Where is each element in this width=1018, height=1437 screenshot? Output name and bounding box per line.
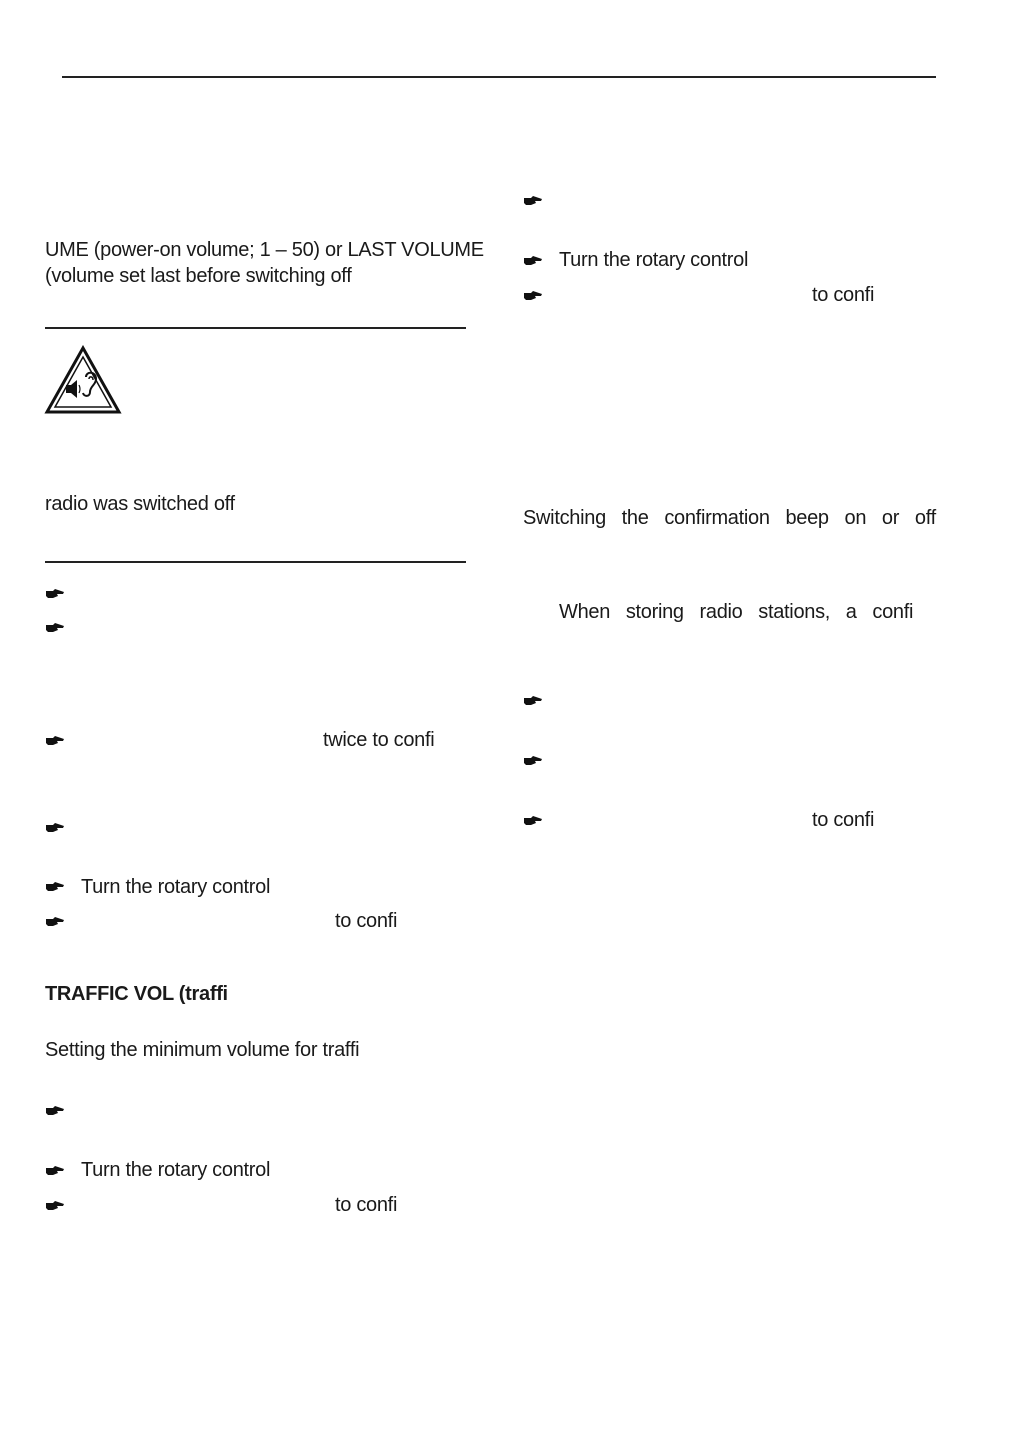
pointing-hand-icon bbox=[523, 255, 543, 267]
traffic-text: Setting the minimum volume for traffi bbox=[45, 1039, 360, 1061]
pointing-hand-icon bbox=[523, 695, 543, 707]
beep-heading: Switching the confirmation beep on or off bbox=[523, 507, 936, 529]
pointing-hand-icon bbox=[45, 735, 65, 747]
step-to-confirm: to confi bbox=[335, 1194, 398, 1216]
step-turn-rotary: Turn the rotary control bbox=[81, 876, 271, 898]
hearing-warning-icon bbox=[44, 345, 122, 415]
pointing-hand-icon bbox=[45, 822, 65, 834]
pointing-hand-icon bbox=[45, 1165, 65, 1177]
volume-text-line1: UME (power-on volume; 1 – 50) or LAST VOLUME bbox=[45, 239, 484, 261]
step-twice-confirm: twice to confi bbox=[323, 729, 435, 751]
pointing-hand-icon bbox=[45, 1105, 65, 1117]
pointing-hand-icon bbox=[523, 195, 543, 207]
warning-bottom-rule bbox=[45, 561, 466, 563]
traffic-heading: TRAFFIC VOL (traffi bbox=[45, 983, 228, 1005]
pointing-hand-icon bbox=[523, 290, 543, 302]
volume-text-line2: (volume set last before switching off bbox=[45, 265, 352, 287]
pointing-hand-icon bbox=[45, 881, 65, 893]
step-turn-rotary: Turn the rotary control bbox=[559, 249, 749, 271]
pointing-hand-icon bbox=[523, 755, 543, 767]
pointing-hand-icon bbox=[45, 622, 65, 634]
step-to-confirm: to confi bbox=[812, 284, 875, 306]
step-to-confirm: to confi bbox=[335, 910, 398, 932]
pointing-hand-icon bbox=[45, 1200, 65, 1212]
pointing-hand-icon bbox=[45, 588, 65, 600]
header-rule bbox=[62, 76, 936, 78]
step-turn-rotary: Turn the rotary control bbox=[81, 1159, 271, 1181]
pointing-hand-icon bbox=[45, 916, 65, 928]
warning-top-rule bbox=[45, 327, 466, 329]
warning-text: radio was switched off bbox=[45, 493, 235, 515]
beep-text: When storing radio stations, a confi bbox=[559, 601, 914, 623]
step-to-confirm: to confi bbox=[812, 809, 875, 831]
pointing-hand-icon bbox=[523, 815, 543, 827]
